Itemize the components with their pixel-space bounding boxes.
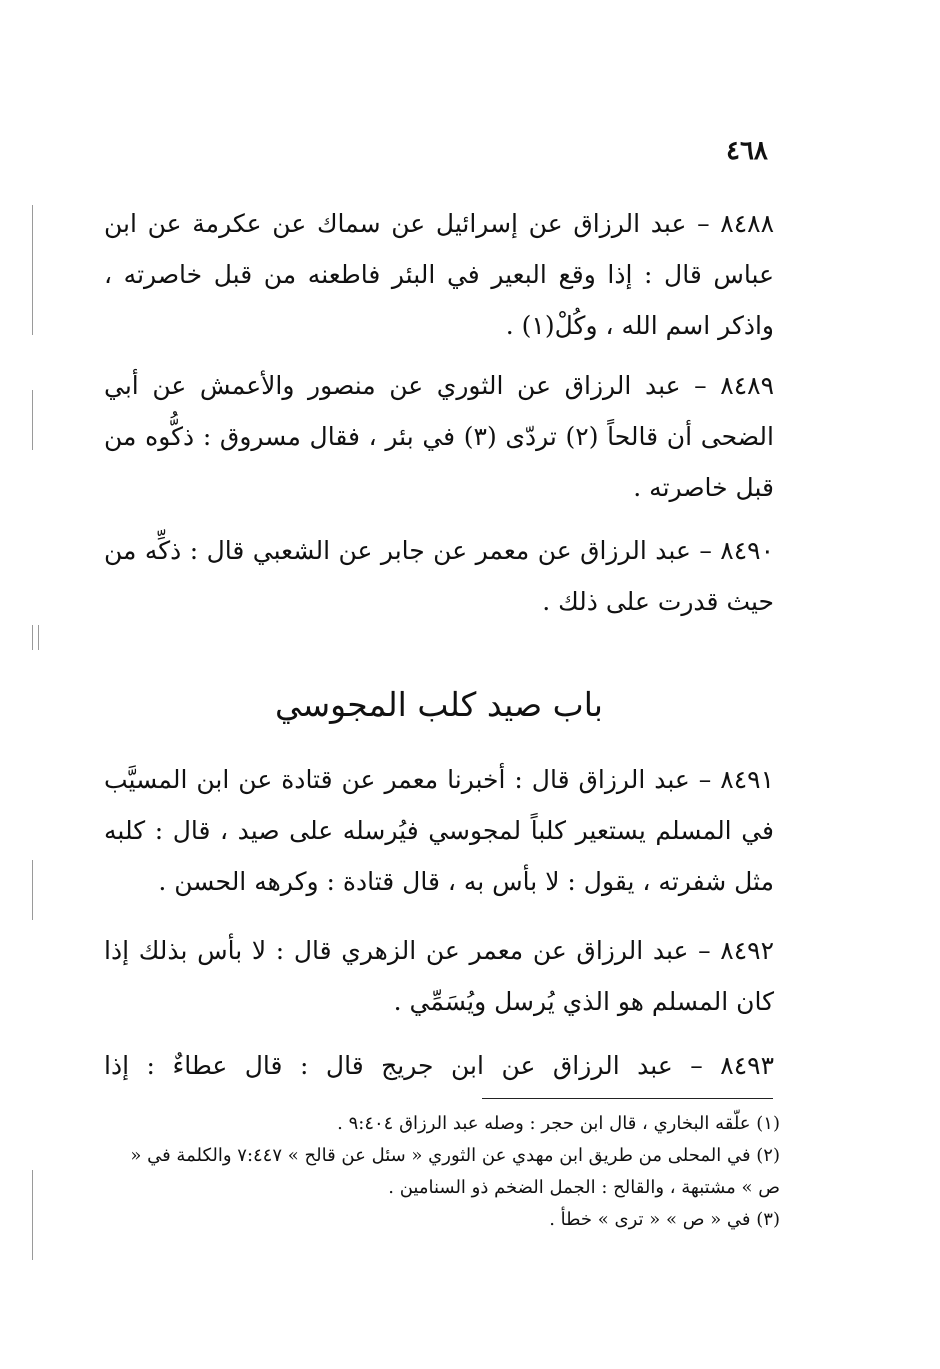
margin-line [32, 390, 33, 450]
margin-line [32, 860, 33, 920]
footnote-3: (٣) في « ص » « ترى » خطأ . [549, 1209, 780, 1230]
hadith-8492: ٨٤٩٢ – عبد الرزاق عن معمر عن الزهري قال : لا بأس بذلك إذا كان المسلم هو الذي يُرسل ويُسَمِّي . [104, 936, 774, 1016]
margin-line [32, 1170, 33, 1260]
hadith-8489: ٨٤٨٩ – عبد الرزاق عن الثوري عن منصور والأعمش عن أبي الضحى أن قالحاً (٢) تردّى (٣) في بئر ، فقال مسروق : ذكُّوه من قبل خاصرته . [104, 371, 774, 502]
hadith-8490: ٨٤٩٠ – عبد الرزاق عن معمر عن جابر عن الشعبي قال : ذكِّه من حيث قدرت على ذلك . [104, 536, 774, 616]
margin-line [32, 205, 33, 335]
footnote-separator [482, 1098, 773, 1099]
hadith-8491: ٨٤٩١ – عبد الرزاق قال : أخبرنا معمر عن قتادة عن ابن المسيَّب في المسلم يستعير كلباً لمجوسي فيُرسله على صيد ، قال : كلبه مثل شفرته ، يقول : لا بأس به ، قال قتادة : وكرهه الحسن . [104, 765, 774, 896]
footnotes [104, 1108, 780, 1236]
footnote-2: (٢) في المحلى من طريق ابن مهدي عن الثوري « سئل عن قالح » ٧:٤٤٧ والكلمة في « ص » مشتبهة ، والقالح : الجمل الضخم ذو السنامين . [130, 1145, 780, 1198]
page-number: ٤٦٨ [726, 136, 768, 166]
margin-line [32, 625, 33, 650]
section-heading: باب صيد كلب المجوسي [275, 685, 603, 724]
hadith-8488: ٨٤٨٨ – عبد الرزاق عن إسرائيل عن سماك عن عكرمة عن ابن عباس قال : إذا وقع البعير في البئر فاطعنه من قبل خاصرته ، واذكر اسم الله ، وكُلْ(١) . [104, 209, 774, 340]
hadith-8493: ٨٤٩٣ – عبد الرزاق عن ابن جريج قال : قال عطاءٌ : إذا [104, 1051, 774, 1080]
footnote-1: (١) علّقه البخاري ، قال ابن حجر : وصله عبد الرزاق ٩:٤٠٤ . [337, 1113, 780, 1134]
margin-line [38, 625, 39, 650]
